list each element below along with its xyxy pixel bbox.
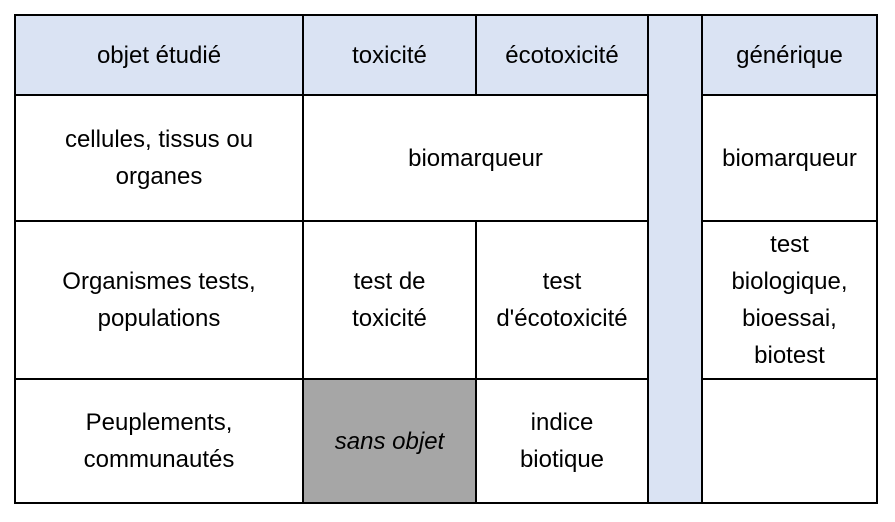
- cell-line: biologique,: [731, 268, 848, 295]
- row-peuplements: [15, 379, 877, 503]
- cell-line: biomarqueur: [408, 144, 543, 172]
- cell-objet: [15, 95, 303, 221]
- cell-toxicite: [303, 221, 476, 379]
- cell-line: toxicité: [352, 305, 427, 332]
- cell-line: test: [770, 231, 809, 258]
- cell-line: test: [542, 268, 582, 295]
- cell-biomarqueur-merged: [303, 95, 648, 221]
- row-cellules: [15, 95, 877, 221]
- cell-line: biotique: [519, 446, 605, 473]
- cell-generique-empty: [702, 379, 877, 503]
- terminology-table: [14, 14, 878, 504]
- cell-line: bioessai,: [742, 305, 837, 332]
- header-row: [15, 15, 877, 95]
- separator-column: [648, 15, 702, 503]
- cell-line: sans objet: [334, 427, 445, 455]
- cell-line: organes: [115, 163, 203, 190]
- cell-generique: [702, 221, 877, 379]
- cell-line: Organismes tests,: [62, 268, 256, 295]
- cell-ecotoxicite: [476, 379, 648, 503]
- cell-ecotoxicite: [476, 221, 648, 379]
- cell-line: Peuplements,: [85, 409, 233, 436]
- cell-line: cellules, tissus ou: [64, 126, 254, 153]
- cell-line: indice: [530, 409, 594, 436]
- cell-line: populations: [97, 305, 221, 332]
- cell-objet: [15, 221, 303, 379]
- cell-line: biotest: [754, 342, 825, 369]
- cell-line: d'écotoxicité: [496, 305, 628, 332]
- cell-sans-objet: [303, 379, 476, 503]
- cell-objet: [15, 379, 303, 503]
- cell-line: test de: [353, 268, 426, 295]
- cell-line: communautés: [83, 446, 235, 473]
- header-generique: générique: [702, 15, 877, 95]
- row-organismes: [15, 221, 877, 379]
- header-objet-etudie: objet étudié: [15, 15, 303, 95]
- cell-generique: [702, 95, 877, 221]
- header-ecotoxicite: écotoxicité: [476, 15, 648, 95]
- header-toxicite: toxicité: [303, 15, 476, 95]
- cell-line: biomarqueur: [722, 144, 857, 172]
